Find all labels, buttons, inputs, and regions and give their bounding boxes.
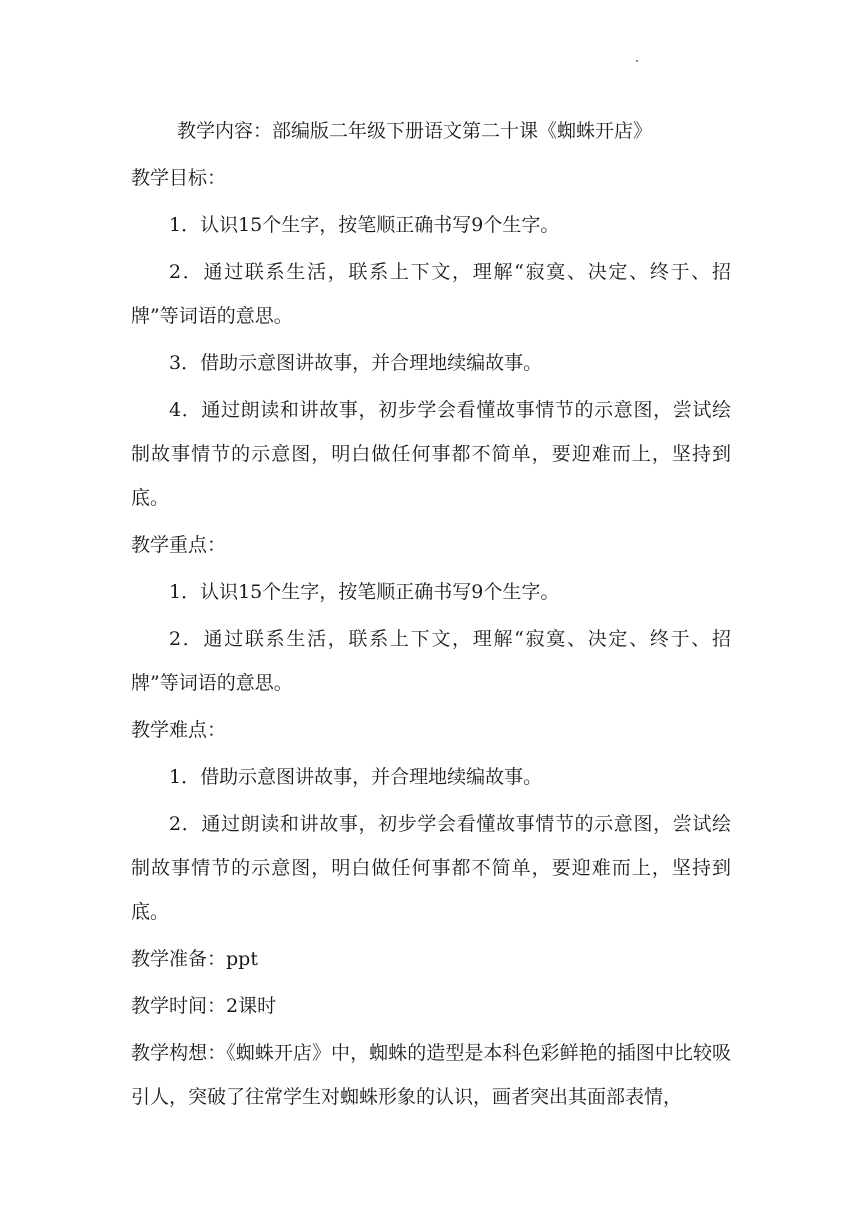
objectives-heading: 教学目标： (131, 167, 227, 189)
objective-item: 3．借助示意图讲故事，并合理地续编故事。 (169, 352, 543, 374)
lesson-title: 教学内容：部编版二年级下册语文第二十课《蜘蛛开店》 (177, 120, 653, 142)
objective-item: 2．通过联系生活，联系上下文，理解“寂寞、决定、终于、招牌”等词语的意思。 (131, 261, 731, 327)
difficulty-item: 2．通过朗读和讲故事，初步学会看懂故事情节的示意图，尝试绘制故事情节的示意图，明白做任何事都不简单，要迎难而上，坚持到底。 (131, 813, 731, 923)
document-body (131, 118, 731, 1131)
key-points-heading: 教学重点： (131, 534, 227, 556)
concept-paragraph: 教学构想：《蜘蛛开店》中，蜘蛛的造型是本科色彩鲜艳的插图中比较吸引人，突破了往常学生对蜘蛛形象的认识，画者突出其面部表情， (131, 1042, 731, 1108)
key-point-item: 2．通过联系生活，联系上下文，理解“寂寞、决定、终于、招牌”等词语的意思。 (131, 628, 731, 694)
difficulty-item: 1．借助示意图讲故事，并合理地续编故事。 (169, 766, 543, 788)
difficulties-heading: 教学难点： (131, 719, 227, 741)
objective-item: 1．认识15个生字，按笔顺正确书写9个生字。 (169, 214, 560, 236)
key-point-item: 1．认识15个生字，按笔顺正确书写9个生字。 (169, 581, 560, 603)
time-line: 教学时间：2课时 (131, 995, 277, 1017)
objective-item: 4．通过朗读和讲故事，初步学会看懂故事情节的示意图，尝试绘制故事情节的示意图，明白做任何事都不简单，要迎难而上，坚持到底。 (131, 399, 731, 509)
page-speck (636, 60, 638, 62)
preparation-line: 教学准备：ppt (131, 948, 258, 970)
